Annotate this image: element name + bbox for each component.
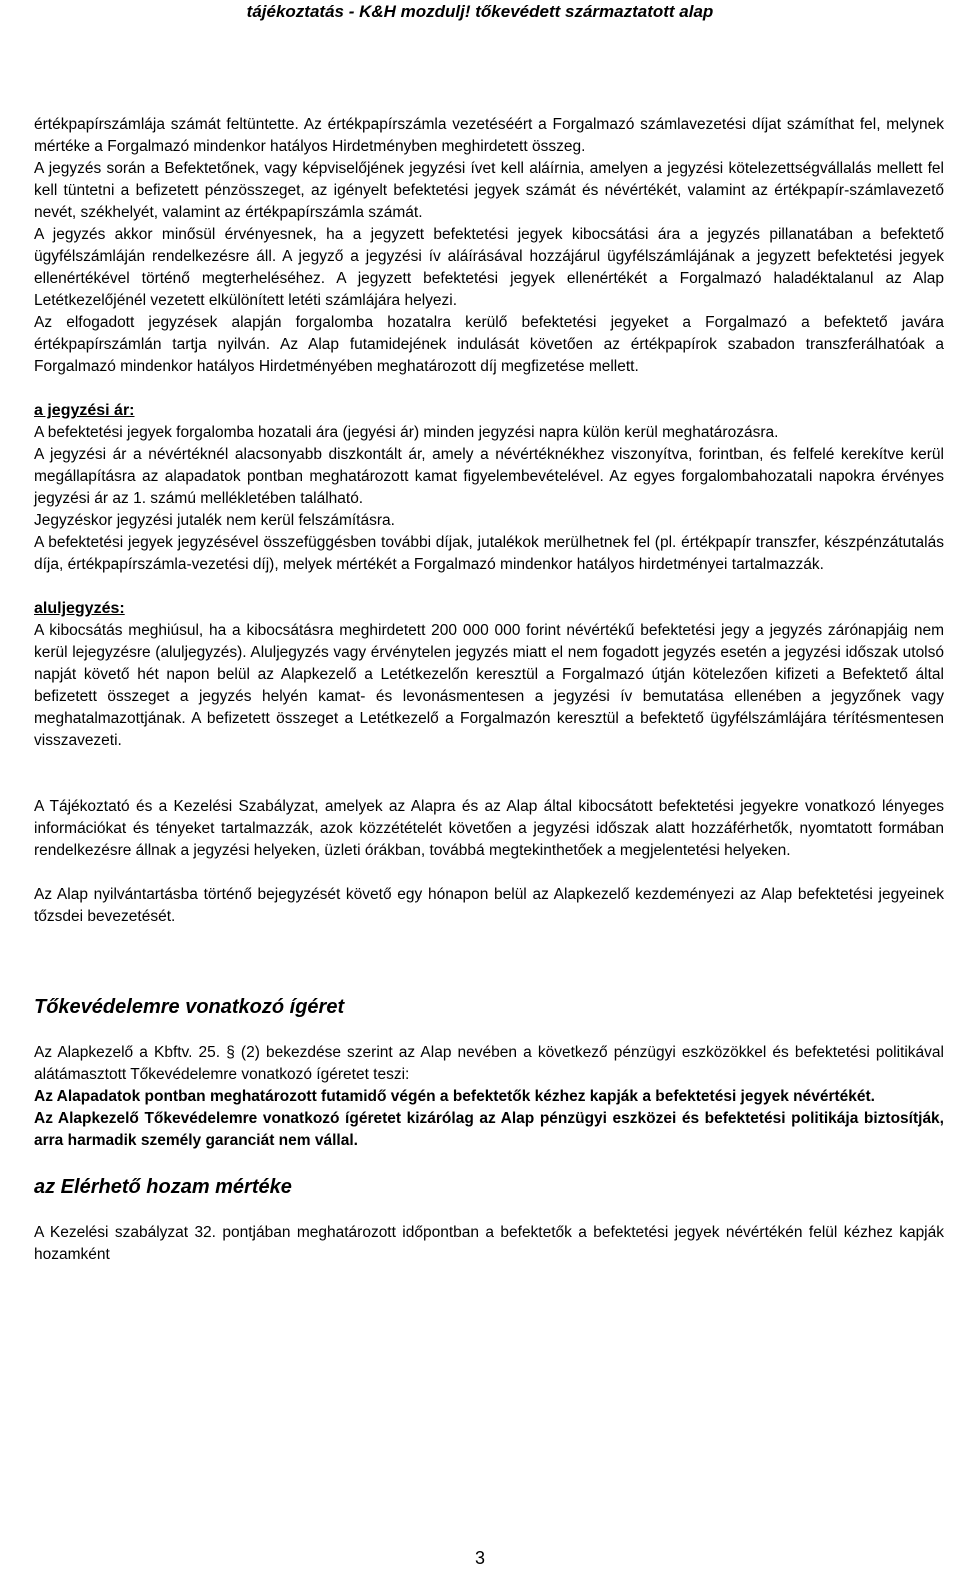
paragraph-no-commission: Jegyzéskor jegyzési jutalék nem kerül felszámításra. <box>34 512 395 529</box>
paragraph-accepted-subscriptions: Az elfogadott jegyzések alapján forgalomba hozatalra kerülő befektetési jegyeket a Forgalmazó a befektető javára értékpapírszámlán tartja nyilván. Az Alap futamidejének indulását követően az értékpapírok szabadon transzferálhatóak a Forgalmazó mindenkor hatályos Hirdetményében meghatározott díj megfizetése mellett. <box>34 314 944 375</box>
paragraph-protection-statement: Az Alapkezelő a Kbftv. 25. § (2) bekezdése szerint az Alap nevében a következő pénzügyi eszközökkel és befektetési politikával alátámasztott Tőkevédelemre vonatkozó ígéretet teszi: <box>34 1044 944 1083</box>
paragraph-yield: A Kezelési szabályzat 32. pontjában meghatározott időpontban a befektetők a befektetési jegyek névértékén felül kézhez kapják hozamként <box>34 1224 944 1263</box>
document-body <box>34 114 944 1266</box>
paragraph-stock-exchange: Az Alap nyilvántartásba történő bejegyzését követő egy hónapon belül az Alapkezelő kezdeményezi az Alap befektetési jegyeinek tőzsdei bevezetését. <box>34 886 944 925</box>
paragraph-no-guarantee: Az Alapkezelő Tőkevédelemre vonatkozó ígéretet kizárólag az Alap pénzügyi eszközei és befektetési politikája biztosítják, arra harmadik személy garanciát nem vállal. <box>34 1110 944 1149</box>
paragraph-discounted-price: A jegyzési ár a névértéknél alacsonyabb diszkontált ár, amely a névértéknékhez viszonyítva, forintban, és felfelé kerekítve kerül megállapításra az alapadatok pontban meghatározott kamat figyelembevételével. Az egyes forgalombahozatali napokra érvényes jegyzési ár az 1. számú mellékletében található. <box>34 446 944 507</box>
paragraph-subscription-validity: A jegyzés akkor minősül érvényesnek, ha a jegyzett befektetési jegyek kibocsátási ára a jegyzés pillanatában a befektető ügyfélszámláján rendelkezésre áll. A jegyző a jegyzési ív aláírásával hozzájárul ügyfélszámlájának a jegyzett befektetési jegyek ellenértékével történő megterheléséhez. A jegyzett befektetési jegyek ellenértékét a Forgalmazó haladéktalanul az Alap Letétkezelőjénél vezetett elkülönített letéti számlájára helyezi. <box>34 226 944 309</box>
header-title: tájékoztatás - K&H mozdulj! tőkevédett származtatott alap <box>246 2 714 21</box>
paragraph-subscription-form: A jegyzés során a Befektetőnek, vagy képviselőjének jegyzési ívet kell aláírnia, amelyen a jegyzési kötelezettségvállalás mellett fel kell tüntetni a befizetett pénzösszeget, az igényelt befektetési jegyek számát és névértékét, valamint az értékpapír-számlavezető nevét, székhelyét, valamint az értékpapírszámla számát. <box>34 160 944 221</box>
paragraph-issue-price: A befektetési jegyek forgalomba hozatali ára (jegyési ár) minden jegyzési napra külön kerül meghatározásra. <box>34 424 779 441</box>
paragraph-undersubscription: A kibocsátás meghiúsul, ha a kibocsátásra meghirdetett 200 000 000 forint névértékű befektetési jegy a jegyzés zárónapjáig nem kerül lejegyzésre (aluljegyzés). Aluljegyzés vagy érvénytelen jegyzés miatt el nem fogadott jegyzés esetén a jegyzési időszak utolsó napját követő hét napon belül az Alapkezelő a Letétkezelőn keresztül a Forgalmazó útján kötelezően kifizeti a Befektető által befizetett összeget a jegyzés helyén kamat- és levonásmentesen a jegyzési ív bemutatása ellenében a jegyzőnek vagy meghatalmazottjának. A befizetett összeget a Letétkezelő a Forgalmazón keresztül a befektető ügyfélszámlájára térítésmentesen visszavezeti. <box>34 622 944 749</box>
paragraph-prospectus-availability: A Tájékoztató és a Kezelési Szabályzat, amelyek az Alapra és az Alap által kibocsátott befektetési jegyekre vonatkozó lényeges információkat és tényeket tartalmazzák, azok közzétételét követően a jegyzési időszak alatt hozzáférhetők, nyomtatott formában rendelkezésre állnak a jegyzési helyeken, üzleti órákban, továbbá megtekinthetőek a megjelentetési helyeken. <box>34 798 944 859</box>
document-header <box>0 0 960 24</box>
paragraph-additional-fees: A befektetési jegyek jegyzésével összefüggésben további díjak, jutalékok merülhetnek fel (pl. értékpapír transzfer, készpénzátutalás díja, értékpapírszámla-vezetési díj), melyek mértékét a Forgalmazó mindenkor hatályos hirdetményei tartalmazzák. <box>34 534 944 573</box>
heading-capital-protection: Tőkevédelemre vonatkozó ígéret <box>34 996 345 1018</box>
section-label-undersubscription: aluljegyzés: <box>34 600 125 617</box>
heading-available-yield: az Elérhető hozam mértéke <box>34 1176 292 1198</box>
page-number-value: 3 <box>474 1548 485 1568</box>
paragraph-account-fee: értékpapírszámlája számát feltüntette. Az értékpapírszámla vezetéséért a Forgalmazó számlavezetési díjat számíthat fel, melynek mértéke a Forgalmazó mindenkor hatályos Hirdetményben meghirdetett összeg. <box>34 116 944 155</box>
page-number <box>460 1548 500 1569</box>
paragraph-nominal-value: Az Alapadatok pontban meghatározott futamidő végén a befektetők kézhez kapják a befektetési jegyek névértékét. <box>34 1088 875 1105</box>
section-label-subscription-price: a jegyzési ár: <box>34 402 135 419</box>
